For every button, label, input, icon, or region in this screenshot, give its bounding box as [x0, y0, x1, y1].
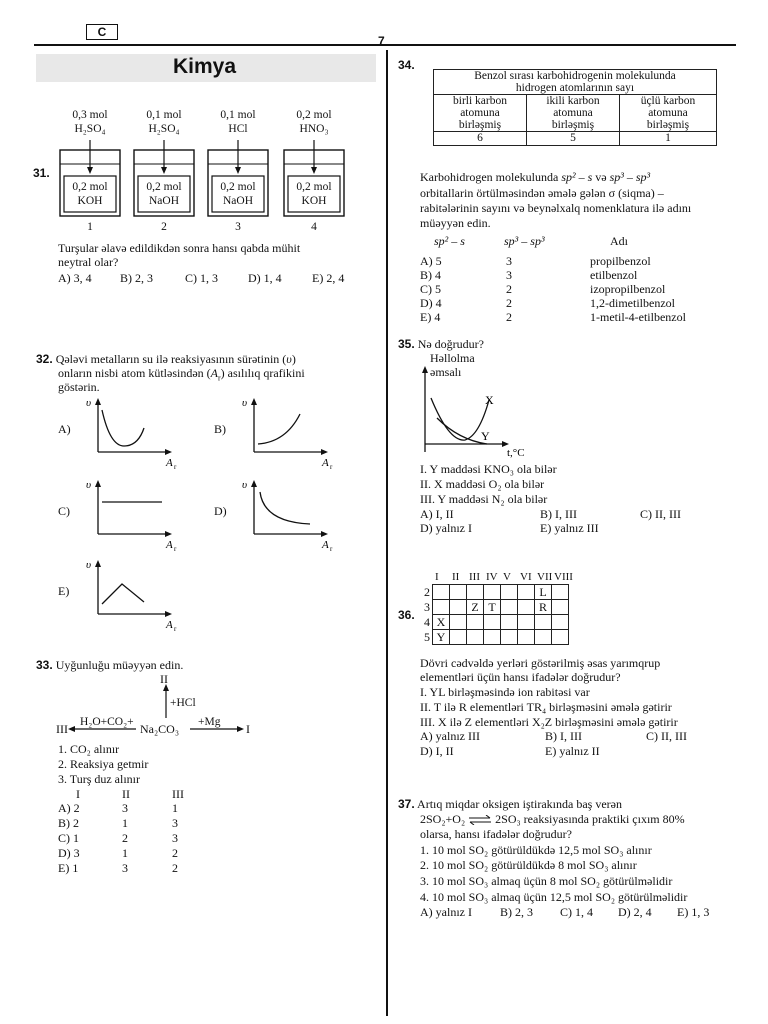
q32-option-label: C)	[58, 504, 70, 518]
q37-number: 37.	[398, 797, 415, 811]
page-number: 7	[378, 34, 385, 48]
q33-number: 33.	[36, 658, 53, 672]
q36-option-e[interactable]: E) yalnız II	[545, 744, 600, 758]
q34-value2: 5	[527, 132, 620, 146]
q35-option-d[interactable]: D) yalnız I	[420, 521, 472, 535]
q33-option-a[interactable]	[58, 801, 198, 816]
q36-statement3: III. X ilə Z elementləri X₂Z birləşməsini əmələ gətirir	[420, 715, 678, 729]
q32-axis-v: υ	[242, 397, 248, 409]
q31-base-1	[64, 180, 116, 208]
q37-text1: Artıq miqdar oksigen iştirakında baş verən	[417, 797, 622, 811]
q31-acid-formula: H₂SO₄	[74, 123, 106, 135]
q33-option-c[interactable]	[58, 831, 198, 846]
q32-option-c[interactable]	[40, 474, 190, 554]
q37-line1	[398, 797, 622, 812]
q35-statement3: III. Y maddəsi N₂ ola bilər	[420, 492, 548, 506]
q33-cell: 1	[122, 816, 128, 830]
q31-base-formula: NaOH	[222, 195, 254, 207]
q34-option-c[interactable]	[420, 282, 720, 296]
q31-acid-4	[284, 108, 344, 136]
q37-option-a[interactable]: A) yalnız I	[420, 905, 472, 919]
q32-graph-d	[240, 476, 350, 554]
q34-cell: D) 4	[420, 296, 442, 310]
q32-text1: Qələvi metalların su ilə reaksiyasının sürətinin (	[55, 352, 287, 366]
q36-cell	[518, 630, 535, 645]
q36-number: 36.	[398, 608, 415, 622]
q36-line1: Dövri cədvəldə yerləri göstərilmiş əsas yarımqrup	[420, 656, 661, 670]
q32-curve	[102, 584, 144, 604]
variant-box: C	[86, 24, 118, 40]
q32-axis-ar: A	[166, 539, 173, 551]
q31-number: 31.	[33, 166, 50, 180]
q36-cell	[501, 615, 518, 630]
q32-option-d[interactable]	[196, 474, 346, 554]
q35-question: Nə doğrudur?	[417, 337, 484, 351]
q33-line1	[36, 658, 183, 673]
q34-line2: orbitallarin örtülməsindən əmələ gələn σ (siqma) –	[420, 186, 664, 200]
q33-cell: 2	[122, 831, 128, 845]
q32-option-e[interactable]	[40, 554, 190, 634]
q31-acid-mol: 0,1 mol	[220, 109, 256, 121]
q32-axis-v: υ	[242, 479, 248, 491]
q36-option-d[interactable]: D) I, II	[420, 744, 454, 758]
q31-base-mol: 0,2 mol	[72, 181, 108, 193]
q35-number: 35.	[398, 337, 415, 351]
q34-line3: rabitələrinin sayını və beynəlxalq nomenklatura ilə adını	[420, 201, 692, 215]
q33-col-header: II	[122, 787, 130, 801]
q31-acid-formula: HNO₃	[299, 123, 329, 135]
q36-cell	[467, 630, 484, 645]
q37-option-e[interactable]: E) 1, 3	[677, 905, 710, 919]
q33-col-header: III	[172, 787, 184, 801]
q36-statement2: II. T ilə R elementləri TR₄ birləşməsini əmələ gətirir	[420, 700, 672, 714]
q36-cell	[552, 615, 569, 630]
q34-head-cell: sp² – s	[434, 234, 465, 248]
q32-graph-c	[84, 476, 194, 554]
q37-reaction-tail: reaksiyasında praktiki çıxım 80%	[523, 812, 685, 826]
q34-head-cell: sp³ – sp³	[504, 234, 545, 248]
q37-options	[420, 905, 730, 921]
q32-axis-v: υ	[86, 479, 92, 491]
q36-cell	[484, 615, 501, 630]
q32-text2b: ) asılılıq qrafikini	[220, 366, 305, 380]
q32-graph-b	[240, 394, 350, 472]
q33-option-d[interactable]	[58, 846, 198, 861]
q32-axis-ar: A	[322, 457, 329, 469]
q34-col1-l2: atomuna	[460, 107, 500, 119]
q37-line2	[420, 812, 685, 827]
q33-cell: A) 2	[58, 801, 80, 815]
q33-center-compound: Na₂CO₃	[140, 722, 180, 736]
q33-cell: 2	[172, 861, 178, 875]
q35-ylabel2: əmsalı	[430, 365, 462, 379]
q33-scheme	[56, 672, 296, 742]
q34-cell: 2	[506, 296, 512, 310]
q37-equilibrium-arrow	[468, 815, 492, 825]
q36-option-a[interactable]: A) yalnız III	[420, 729, 480, 743]
q34-col3-l3: birləşmiş	[646, 119, 690, 131]
q34-col2-l3: birləşmiş	[551, 119, 595, 131]
q36-period-row	[420, 600, 569, 615]
q34-col2-l1: ikili karbon	[546, 95, 600, 107]
q34-col2-l2: atomuna	[553, 107, 593, 119]
q31-beaker-number-3: 3	[235, 221, 241, 233]
q36-group-header	[432, 570, 573, 584]
q36-option-b[interactable]: B) I, III	[545, 729, 582, 743]
q36-cell: Z	[467, 600, 484, 615]
q33-cell: 3	[172, 831, 178, 845]
q36-period-label: 4	[424, 615, 430, 629]
q34-cell: 2	[506, 282, 512, 296]
q34-f2: sp³ – sp³	[609, 170, 651, 184]
q36-cell	[467, 615, 484, 630]
q32-axis-ar: A	[166, 457, 173, 469]
q34-cell: C) 5	[420, 282, 441, 296]
q33-item1: 1. CO₂ alınır	[58, 742, 120, 756]
q31-beakers	[58, 108, 368, 238]
q32-axis-ar: A	[322, 539, 329, 551]
q31-option-a[interactable]: A) 3, 4	[58, 271, 92, 285]
q35-option-e[interactable]: E) yalnız III	[540, 521, 599, 535]
q35-solubility-graph	[415, 364, 535, 460]
q34-number: 34.	[398, 58, 415, 72]
q36-cell	[450, 630, 467, 645]
q35-option-a[interactable]: A) I, II	[420, 507, 454, 521]
q36-table	[420, 584, 569, 645]
q34-f1: sp² – s	[561, 170, 593, 184]
q36-cell	[484, 585, 501, 600]
q35-option-c[interactable]: C) II, III	[640, 507, 681, 521]
q34-option-a[interactable]	[420, 254, 720, 268]
q36-cell	[501, 585, 518, 600]
q33-cell: C) 1	[58, 831, 79, 845]
q34-col3-l2: atomuna	[648, 107, 688, 119]
q32-option-label: E)	[58, 584, 70, 598]
q34-col1-l3: birləşmiş	[458, 119, 502, 131]
q33-cell: 1	[172, 801, 178, 815]
q32-axis-ar-sub: r	[174, 463, 177, 471]
q32-text1b: )	[291, 352, 296, 366]
q35-line1	[398, 337, 484, 352]
q33-up-label: II	[160, 672, 168, 686]
q37-option-c[interactable]: C) 1, 4	[560, 905, 593, 919]
q34-cell: etilbenzol	[590, 268, 638, 282]
q34-value1: 6	[434, 132, 527, 146]
q36-cell	[552, 600, 569, 615]
q37-statement4: 4. 10 mol SO₃ almaq üçün 12,5 mol SO₂ götürülməlidir	[420, 890, 688, 904]
q31-question-line2: neytral olar?	[58, 255, 119, 269]
q34-cell: 3	[506, 254, 512, 268]
q33-cell: B) 2	[58, 816, 79, 830]
q31-option-d[interactable]: D) 1, 4	[248, 271, 282, 285]
q36-period-row	[420, 630, 569, 645]
q34-and: və	[595, 170, 607, 184]
q31-acid-mol: 0,3 mol	[72, 109, 108, 121]
q32-line1	[36, 352, 296, 367]
q33-answer-table	[58, 787, 198, 877]
q36-group-label: III	[469, 571, 480, 583]
q36-periodic-grid	[420, 570, 573, 645]
q34-cell: A) 5	[420, 254, 442, 268]
q36-cell	[535, 630, 552, 645]
q35-y-arrow	[422, 366, 428, 373]
q34-answer-table	[420, 234, 720, 329]
q32-axis-v: υ	[86, 397, 92, 409]
q33-cell: 2	[172, 846, 178, 860]
q33-cell: 3	[172, 816, 178, 830]
q32-v: υ	[286, 352, 292, 366]
q37-option-b[interactable]: B) 2, 3	[500, 905, 533, 919]
q32-ar: A	[210, 366, 218, 380]
q36-cell	[535, 615, 552, 630]
q31-base-2	[138, 180, 190, 208]
q37-reaction-right: 2SO₃	[495, 812, 521, 826]
q36-period-label: 3	[424, 600, 430, 614]
q36-cell: L	[535, 585, 552, 600]
q31-option-e[interactable]: E) 2, 4	[312, 271, 345, 285]
header-rule	[34, 44, 736, 46]
q36-group-label: I	[435, 571, 439, 583]
q31-beaker-number-4: 4	[311, 221, 317, 233]
q32-graph-e	[84, 556, 194, 634]
q34-cell: 1-metil-4-etilbenzol	[590, 310, 686, 324]
q34-line4: müəyyən edin.	[420, 216, 491, 230]
q33-cell: E) 1	[58, 861, 79, 875]
q34-table-title1: Benzol sırası karbohidrogenin molekulunda	[474, 70, 676, 82]
q37-statement3: 3. 10 mol SO₃ almaq üçün 8 mol SO₂ götürülməlidir	[420, 874, 673, 888]
q33-question: Uyğunluğu müəyyən edin.	[55, 658, 184, 672]
q34-cell: propilbenzol	[590, 254, 651, 268]
q33-right-label: I	[246, 722, 250, 736]
q32-graphs	[40, 392, 370, 642]
q36-cell: R	[535, 600, 552, 615]
q36-cell	[552, 630, 569, 645]
q31-acid-formula: HCl	[228, 123, 248, 135]
q35-option-b[interactable]: B) I, III	[540, 507, 577, 521]
q33-up-reagent: +HCl	[170, 697, 196, 709]
q36-period-label: 2	[424, 585, 430, 599]
q34-option-d[interactable]	[420, 296, 720, 310]
q33-left-reagent: H₂O+CO₂+	[80, 716, 134, 728]
q32-axis-ar: A	[166, 619, 173, 631]
q33-right-reagent: +Mg	[198, 716, 221, 728]
q31-option-b[interactable]: B) 2, 3	[120, 271, 153, 285]
q33-col-header: I	[76, 787, 80, 801]
q32-axis-ar-sub: r	[174, 625, 177, 633]
q32-axis-ar-sub: r	[174, 545, 177, 553]
subject-title: Kimya	[173, 55, 237, 78]
q36-group-label: VII	[537, 571, 553, 583]
q33-option-e[interactable]	[58, 861, 198, 876]
q32-option-label: D)	[214, 504, 227, 518]
q31-base-mol: 0,2 mol	[146, 181, 182, 193]
q32-curve	[258, 414, 300, 444]
q34-cell: izopropilbenzol	[590, 282, 666, 296]
q36-cell	[450, 585, 467, 600]
q36-group-label: V	[503, 571, 511, 583]
q34-option-e[interactable]	[420, 310, 720, 324]
q34-cell: E) 4	[420, 310, 441, 324]
q36-cell	[467, 585, 484, 600]
q31-question-line1: Turşular əlavə edildikdən sonra hansı qabda mühit	[58, 241, 301, 255]
q37-reaction-left: 2SO₂+O₂	[420, 812, 466, 826]
q32-option-a[interactable]	[40, 392, 190, 472]
q36-option-c[interactable]: C) II, III	[646, 729, 687, 743]
q31-base-formula: NaOH	[148, 195, 180, 207]
q37-statement2: 2. 10 mol SO₂ götürüldükdə 8 mol SO₃ alınır	[420, 858, 637, 872]
q36-statement1: I. YL birləşməsində ion rabitəsi var	[420, 685, 590, 699]
q33-cell: 3	[122, 861, 128, 875]
q33-option-b[interactable]	[58, 816, 198, 831]
q32-text2: onların nisbi atom kütləsindən (	[58, 366, 211, 380]
q35-ylabel1: Həllolma	[430, 351, 475, 365]
q31-beaker-number-1: 1	[87, 221, 93, 233]
q34-option-b[interactable]	[420, 268, 720, 282]
q37-option-d[interactable]: D) 2, 4	[618, 905, 652, 919]
q32-option-label: A)	[58, 422, 71, 436]
q34-value3: 1	[620, 132, 717, 146]
q33-cell: 3	[122, 801, 128, 815]
q37-line3: olarsa, hansı ifadələr doğrudur?	[420, 827, 572, 841]
q32-axis-v: υ	[86, 559, 92, 571]
q36-group-label: II	[452, 571, 460, 583]
q31-acid-3	[208, 108, 268, 136]
q32-axis-ar-sub: r	[330, 545, 333, 553]
q34-col1-l1: birli karbon	[453, 95, 507, 107]
q36-cell	[433, 600, 450, 615]
q36-cell	[552, 585, 569, 600]
q32-line3: göstərin.	[58, 380, 100, 394]
q31-base-mol: 0,2 mol	[220, 181, 256, 193]
q34-data-table	[433, 69, 717, 146]
q34-cell: 3	[506, 268, 512, 282]
q32-number: 32.	[36, 352, 53, 366]
q31-option-c[interactable]: C) 1, 3	[185, 271, 218, 285]
q36-cell	[501, 630, 518, 645]
q32-curve	[260, 492, 310, 524]
q34-table-title2: hidrogen atomlarının sayı	[515, 82, 635, 94]
q32-option-label: B)	[214, 422, 226, 436]
q36-cell	[501, 600, 518, 615]
q34-cell: 2	[506, 310, 512, 324]
q33-cell: 1	[122, 846, 128, 860]
q35-statement2: II. X maddəsi O₂ ola bilər	[420, 477, 545, 491]
q36-cell: T	[484, 600, 501, 615]
q36-cell	[484, 630, 501, 645]
q31-base-3	[212, 180, 264, 208]
q34-cell: B) 4	[420, 268, 441, 282]
q31-base-formula: KOH	[77, 195, 103, 207]
q31-acid-mol: 0,2 mol	[296, 109, 332, 121]
q32-ar-sub: r	[218, 373, 221, 383]
q31-acid-1	[60, 108, 120, 136]
q36-period-row	[420, 585, 569, 600]
q32-option-b[interactable]	[196, 392, 346, 472]
q36-group-label: VI	[520, 571, 532, 583]
q35-x-label: t,°C	[507, 447, 525, 459]
q36-period-label: 5	[424, 630, 430, 644]
q32-curve	[102, 410, 144, 446]
q36-cell	[518, 585, 535, 600]
q31-base-mol: 0,2 mol	[296, 181, 332, 193]
column-divider	[386, 50, 388, 1016]
q36-cell	[433, 585, 450, 600]
q34-line1	[420, 170, 650, 185]
q33-item2: 2. Reaksiya getmir	[58, 757, 149, 771]
q31-beaker-number-2: 2	[161, 221, 167, 233]
q34-head-cell: Adı	[610, 234, 628, 248]
q35-label-y: Y	[481, 429, 490, 443]
q35-label-x: X	[485, 393, 494, 407]
q36-line2: elementləri üçün hansı ifadələr doğrudur?	[420, 670, 621, 684]
q36-group-label: VIII	[554, 571, 573, 583]
q36-period-row	[420, 615, 569, 630]
q36-cell: X	[433, 615, 450, 630]
q34-text1: Karbohidrogen molekulunda	[420, 170, 559, 184]
q33-item3: 3. Turş duz alınır	[58, 772, 141, 786]
q36-cell	[450, 615, 467, 630]
q31-acid-mol: 0,1 mol	[146, 109, 182, 121]
q36-cell	[518, 600, 535, 615]
q34-col3-l1: üçlü karbon	[640, 95, 696, 107]
q36-group-label: IV	[486, 571, 498, 583]
q33-cell: D) 3	[58, 846, 80, 860]
q32-axis-ar-sub: r	[330, 463, 333, 471]
q31-base-formula: KOH	[301, 195, 327, 207]
q36-cell	[450, 600, 467, 615]
q31-acid-2	[134, 108, 194, 136]
q36-cell: Y	[433, 630, 450, 645]
q34-cell: 1,2-dimetilbenzol	[590, 296, 675, 310]
q36-cell	[518, 615, 535, 630]
q33-left-label: III	[56, 722, 68, 736]
q32-graph-a	[84, 394, 194, 472]
q35-statement1: I. Y maddəsi KNO₃ ola bilər	[420, 462, 557, 476]
q31-acid-formula: H₂SO₄	[148, 123, 180, 135]
q31-base-4	[288, 180, 340, 208]
q37-statement1: 1. 10 mol SO₂ götürüldükdə 12,5 mol SO₃ alınır	[420, 843, 652, 857]
